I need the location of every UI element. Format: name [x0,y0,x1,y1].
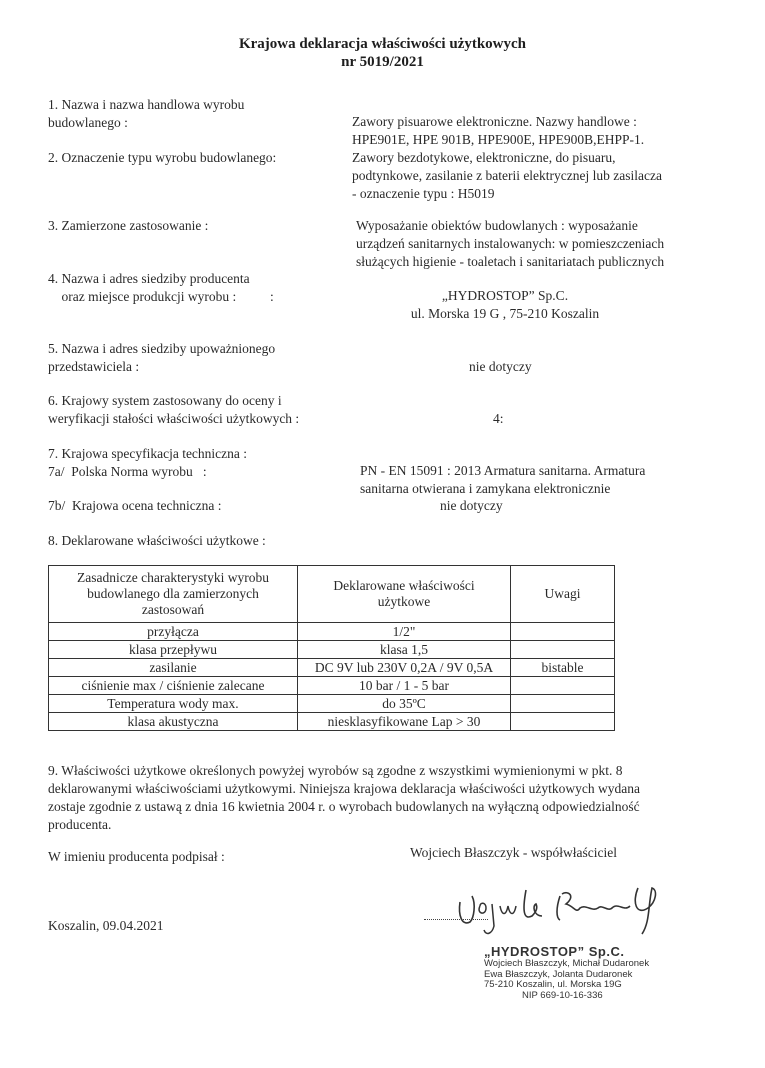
signed-label: W imieniu producenta podpisał : [48,849,225,864]
item-5-label [48,340,275,376]
item-2-label-line: 2. Oznaczenie typu wyrobu budowlanego: [48,150,277,165]
properties-table [48,565,615,731]
cell-remarks: bistable [511,659,615,677]
item-1-label-line: budowlanego : [48,115,128,130]
point-9-paragraph [48,762,640,834]
cell-declared: klasa 1,5 [298,641,511,659]
title-line-2: nr 5019/2021 [341,54,424,70]
item-4-value [360,287,650,323]
header-line: Deklarowane właściwości [333,578,475,593]
place-date: Koszalin, 09.04.2021 [48,918,164,933]
header-line: budowlanego dla zamierzonych [87,586,259,601]
item-2-value [352,149,662,203]
item-1-label-line: 1. Nazwa i nazwa handlowa wyrobu [48,97,245,112]
item-7a-value [360,462,645,498]
item-2-value-line: Zawory bezdotykowe, elektroniczne, do pisuaru, [352,150,616,165]
cell-characteristic: zasilanie [49,659,298,677]
item-4-label-line: 4. Nazwa i adres siedziby producenta [48,271,250,286]
table-row [49,659,615,677]
item-3-label [48,217,208,235]
item-5-label-line: przedstawiciela : [48,359,140,374]
item-3-label-line: 3. Zamierzone zastosowanie : [48,218,209,233]
table-row [49,623,615,641]
item-2-value-line: - oznaczenie typu : H5019 [352,186,495,201]
item-6-value: 4: [493,411,504,426]
item-4-label [48,270,274,306]
item-5-value: nie dotyczy [469,359,532,374]
item-6-label-line: weryfikacji stałości właściwości użytkowych : [48,411,300,426]
item-7-label [48,445,247,481]
stamp-line: Wojciech Błaszczyk, Michał Dudaronek [484,958,650,969]
paragraph-line: producenta. [48,817,112,832]
signer-name: Wojciech Błaszczyk - współwłaściciel [410,845,617,860]
header-line: użytkowe [377,594,431,609]
item-2-label [48,149,276,167]
cell-remarks [511,713,615,731]
item-7a-value-line: PN - EN 15091 : 2013 Armatura sanitarna. Armatura [360,463,646,478]
table-row [49,695,615,713]
title-line-1: Krajowa deklaracja właściwości użytkowych [238,36,527,52]
header-line: zastosowań [141,602,205,617]
producer-address: ul. Morska 19 G , 75-210 Koszalin [410,306,600,321]
header-line: Uwagi [544,586,581,601]
item-3-value-line: urządzeń sanitarnych instalowanych: w pomieszczeniach [356,236,665,251]
signature-image [452,882,670,940]
item-4-label-line: oraz miejsce produkcji wyrobu : : [48,289,274,304]
item-7-label-line: 7. Krajowa specyfikacja techniczna : [48,446,248,461]
header-line: Zasadnicze charakterystyki wyrobu [77,570,269,585]
table-header-row [49,566,615,623]
item-1-label [48,96,244,132]
item-5-label-line: 5. Nazwa i adres siedziby upoważnionego [48,341,276,356]
item-7a-value-line: sanitarna otwierana i zamykana elektronicznie [360,481,611,496]
cell-characteristic: klasa przepływu [49,641,298,659]
cell-remarks [511,677,615,695]
cell-declared: DC 9V lub 230V 0,2A / 9V 0,5A [298,659,511,677]
item-3-value [356,217,664,271]
company-stamp [484,944,649,1001]
item-3-value-line: Wyposażanie obiektów budowlanych : wyposażanie [356,218,638,233]
item-7a-label: 7a/ Polska Norma wyrobu : [48,464,207,479]
item-1-value-line: HPE901E, HPE 901B, HPE900E, HPE900B,EHPP-1. [352,132,645,147]
header-declared [298,566,511,623]
header-characteristics [49,566,298,623]
cell-characteristic: Temperatura wody max. [49,695,298,713]
stamp-line: NIP 669-10-16-336 [522,989,603,1001]
cell-declared: 10 bar / 1 - 5 bar [298,677,511,695]
producer-name: „HYDROSTOP” Sp.C. [441,288,569,303]
paragraph-line: 9. Właściwości użytkowe określonych powyżej wyrobów są zgodne z wszystkimi wymienionymi w pkt. 8 [48,763,623,778]
item-8-label: 8. Deklarowane właściwości użytkowe : [48,533,266,548]
paragraph-line: zostaje zgodnie z ustawą z dnia 16 kwietnia 2004 r. o wyrobach budowlanych na wyłączną odpowiedzialność [48,799,640,814]
stamp-line: Ewa Błaszczyk, Jolanta Dudaronek [484,968,633,980]
paragraph-line: deklarowanymi właściwościami użytkowymi. Niniejsza krajowa deklaracja właściwości użytkowych wydana [48,781,640,796]
item-6-label-line: 6. Krajowy system zastosowany do oceny i [48,393,282,408]
cell-remarks [511,695,615,713]
table-row [49,677,615,695]
cell-remarks [511,641,615,659]
item-7b-label: 7b/ Krajowa ocena techniczna : [48,498,222,513]
cell-declared: niesklasyfikowane Lap > 30 [298,713,511,731]
cell-remarks [511,623,615,641]
table-row [49,713,615,731]
cell-declared: 1/2" [298,623,511,641]
stamp-line: 75-210 Koszalin, ul. Morska 19G [484,979,622,990]
cell-characteristic: przyłącza [49,623,298,641]
header-remarks [511,566,615,623]
item-6-label [48,392,299,428]
cell-declared: do 35ºC [298,695,511,713]
table-row [49,641,615,659]
item-1-value [352,113,644,149]
cell-characteristic: klasa akustyczna [49,713,298,731]
item-3-value-line: służących higienie - toaletach i sanitariatach publicznych [356,254,665,269]
item-7b-value: nie dotyczy [440,498,503,513]
cell-characteristic: ciśnienie max / ciśnienie zalecane [49,677,298,695]
item-2-value-line: podtynkowe, zasilanie z baterii elektrycznej lub zasilacza [352,168,662,183]
item-1-value-line: Zawory pisuarowe elektroniczne. Nazwy handlowe : [352,114,637,129]
stamp-company-name: „HYDROSTOP” Sp.C. [484,944,625,959]
